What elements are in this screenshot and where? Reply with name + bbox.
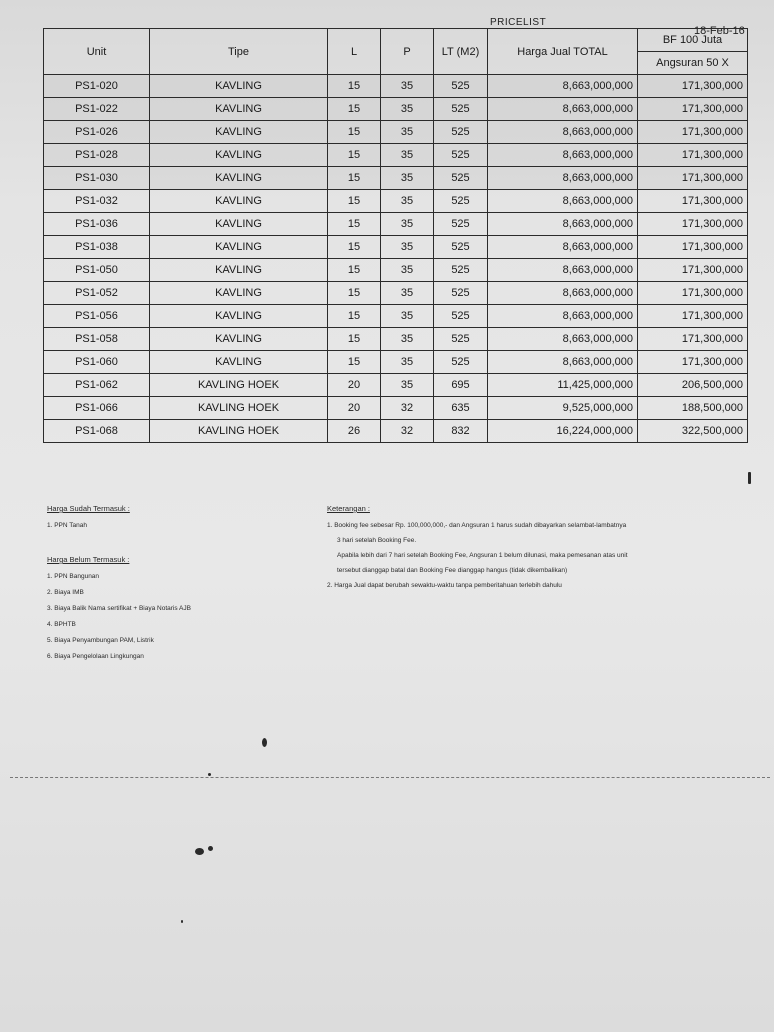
l-cell: 15	[328, 305, 381, 328]
harga-cell: 8,663,000,000	[488, 121, 638, 144]
harga-cell: 8,663,000,000	[488, 282, 638, 305]
unit-cell: PS1-022	[44, 98, 150, 121]
harga-cell: 8,663,000,000	[488, 236, 638, 259]
unit-cell: PS1-028	[44, 144, 150, 167]
p-cell: 35	[381, 305, 434, 328]
unit-cell: PS1-026	[44, 121, 150, 144]
table-row	[44, 190, 748, 213]
l-cell: 15	[328, 144, 381, 167]
angsuran-cell: 171,300,000	[638, 328, 748, 351]
harga-cell: 8,663,000,000	[488, 98, 638, 121]
table-row	[44, 259, 748, 282]
lt-cell: 525	[434, 75, 488, 98]
unit-cell: PS1-052	[44, 282, 150, 305]
angsuran-cell: 171,300,000	[638, 167, 748, 190]
l-cell: 15	[328, 328, 381, 351]
lt-cell: 525	[434, 213, 488, 236]
angsuran-cell: 171,300,000	[638, 190, 748, 213]
l-cell: 15	[328, 167, 381, 190]
table-row	[44, 144, 748, 167]
angsuran-cell: 171,300,000	[638, 144, 748, 167]
note-line: tersebut dianggap batal dan Booking Fee dianggap hangus (tidak dikembalikan)	[337, 567, 568, 574]
angsuran-cell: 171,300,000	[638, 213, 748, 236]
table-row	[44, 374, 748, 397]
tipe-cell: KAVLING	[150, 213, 328, 236]
tipe-cell: KAVLING	[150, 121, 328, 144]
harga-cell: 9,525,000,000	[488, 397, 638, 420]
unit-cell: PS1-060	[44, 351, 150, 374]
document-date: 18-Feb-16	[694, 25, 745, 37]
column-header-harga: Harga Jual TOTAL	[488, 29, 638, 75]
harga-cell: 11,425,000,000	[488, 374, 638, 397]
l-cell: 15	[328, 236, 381, 259]
tipe-cell: KAVLING	[150, 282, 328, 305]
table-row	[44, 420, 748, 443]
lt-cell: 695	[434, 374, 488, 397]
harga-cell: 8,663,000,000	[488, 144, 638, 167]
ink-speck	[262, 738, 267, 747]
p-cell: 35	[381, 75, 434, 98]
l-cell: 15	[328, 75, 381, 98]
table-row	[44, 236, 748, 259]
unit-cell: PS1-050	[44, 259, 150, 282]
angsuran-cell: 171,300,000	[638, 282, 748, 305]
harga-cell: 16,224,000,000	[488, 420, 638, 443]
angsuran-cell: 171,300,000	[638, 305, 748, 328]
table-row	[44, 75, 748, 98]
table-row	[44, 351, 748, 374]
tipe-cell: KAVLING HOEK	[150, 397, 328, 420]
table-row	[44, 167, 748, 190]
l-cell: 15	[328, 213, 381, 236]
unit-cell: PS1-066	[44, 397, 150, 420]
lt-cell: 525	[434, 351, 488, 374]
ink-speck	[748, 472, 751, 484]
lt-cell: 525	[434, 167, 488, 190]
angsuran-cell: 171,300,000	[638, 75, 748, 98]
p-cell: 35	[381, 98, 434, 121]
p-cell: 35	[381, 213, 434, 236]
price-included-section	[47, 504, 130, 538]
table-row	[44, 397, 748, 420]
column-header-p: P	[381, 29, 434, 75]
l-cell: 15	[328, 259, 381, 282]
lt-cell: 525	[434, 144, 488, 167]
ink-speck	[181, 920, 183, 923]
unit-cell: PS1-038	[44, 236, 150, 259]
lt-cell: 832	[434, 420, 488, 443]
excluded-item: 5. Biaya Penyambungan PAM, Listrik	[47, 637, 154, 644]
tipe-cell: KAVLING	[150, 144, 328, 167]
table-row	[44, 121, 748, 144]
notes-section	[327, 504, 747, 597]
p-cell: 35	[381, 374, 434, 397]
column-header-tipe: Tipe	[150, 29, 328, 75]
lt-cell: 525	[434, 190, 488, 213]
table-row	[44, 98, 748, 121]
angsuran-cell: 188,500,000	[638, 397, 748, 420]
l-cell: 20	[328, 397, 381, 420]
p-cell: 35	[381, 259, 434, 282]
angsuran-cell: 206,500,000	[638, 374, 748, 397]
p-cell: 32	[381, 420, 434, 443]
lt-cell: 525	[434, 305, 488, 328]
lt-cell: 525	[434, 259, 488, 282]
harga-cell: 8,663,000,000	[488, 351, 638, 374]
unit-cell: PS1-062	[44, 374, 150, 397]
excluded-item: 1. PPN Bangunan	[47, 573, 100, 580]
p-cell: 32	[381, 397, 434, 420]
harga-cell: 8,663,000,000	[488, 75, 638, 98]
p-cell: 35	[381, 167, 434, 190]
tipe-cell: KAVLING	[150, 98, 328, 121]
lt-cell: 635	[434, 397, 488, 420]
p-cell: 35	[381, 351, 434, 374]
unit-cell: PS1-068	[44, 420, 150, 443]
l-cell: 20	[328, 374, 381, 397]
lt-cell: 525	[434, 328, 488, 351]
tipe-cell: KAVLING	[150, 259, 328, 282]
lt-cell: 525	[434, 121, 488, 144]
ink-speck	[208, 773, 211, 776]
harga-cell: 8,663,000,000	[488, 213, 638, 236]
l-cell: 26	[328, 420, 381, 443]
p-cell: 35	[381, 282, 434, 305]
column-header-unit: Unit	[44, 29, 150, 75]
l-cell: 15	[328, 190, 381, 213]
table-row	[44, 213, 748, 236]
note-line: Apabila lebih dari 7 hari setelah Booking Fee, Angsuran 1 belum dilunasi, maka pemesanan atas unit	[337, 552, 628, 559]
unit-cell: PS1-036	[44, 213, 150, 236]
table-row	[44, 305, 748, 328]
excluded-item: 6. Biaya Pengelolaan Lingkungan	[47, 653, 144, 660]
price-table	[43, 28, 748, 443]
tipe-cell: KAVLING	[150, 167, 328, 190]
tipe-cell: KAVLING	[150, 351, 328, 374]
unit-cell: PS1-030	[44, 167, 150, 190]
unit-cell: PS1-020	[44, 75, 150, 98]
column-header-l: L	[328, 29, 381, 75]
p-cell: 35	[381, 328, 434, 351]
excluded-item: 4. BPHTB	[47, 621, 76, 628]
excluded-item: 3. Biaya Balik Nama sertifikat + Biaya Notaris AJB	[47, 605, 191, 612]
document-title: PRICELIST	[490, 17, 547, 28]
note-line: 2. Harga Jual dapat berubah sewaktu-waktu tanpa pemberitahuan terlebih dahulu	[327, 582, 562, 589]
harga-cell: 8,663,000,000	[488, 259, 638, 282]
l-cell: 15	[328, 351, 381, 374]
l-cell: 15	[328, 282, 381, 305]
harga-cell: 8,663,000,000	[488, 328, 638, 351]
harga-cell: 8,663,000,000	[488, 305, 638, 328]
note-line: 3 hari setelah Booking Fee.	[337, 537, 417, 544]
p-cell: 35	[381, 121, 434, 144]
harga-cell: 8,663,000,000	[488, 167, 638, 190]
column-header-angsuran: Angsuran 50 X	[638, 52, 748, 75]
column-header-lt: LT (M2)	[434, 29, 488, 75]
lt-cell: 525	[434, 236, 488, 259]
angsuran-cell: 171,300,000	[638, 98, 748, 121]
tipe-cell: KAVLING	[150, 75, 328, 98]
ink-speck	[195, 848, 204, 855]
note-line: 1. Booking fee sebesar Rp. 100,000,000,- dan Angsuran 1 harus sudah dibayarkan selambat-lambatnya	[327, 522, 627, 529]
lt-cell: 525	[434, 282, 488, 305]
column-header-booking-fee: BF 100 Juta	[638, 29, 748, 52]
tipe-cell: KAVLING	[150, 190, 328, 213]
p-cell: 35	[381, 190, 434, 213]
paper-fold-line	[10, 777, 770, 778]
ink-speck	[208, 846, 213, 851]
tipe-cell: KAVLING	[150, 305, 328, 328]
lt-cell: 525	[434, 98, 488, 121]
tipe-cell: KAVLING HOEK	[150, 420, 328, 443]
included-item: 1. PPN Tanah	[47, 522, 87, 529]
p-cell: 35	[381, 144, 434, 167]
unit-cell: PS1-056	[44, 305, 150, 328]
angsuran-cell: 322,500,000	[638, 420, 748, 443]
tipe-cell: KAVLING	[150, 236, 328, 259]
table-row	[44, 328, 748, 351]
unit-cell: PS1-032	[44, 190, 150, 213]
included-heading: Harga Sudah Termasuk :	[47, 504, 130, 513]
harga-cell: 8,663,000,000	[488, 190, 638, 213]
excluded-item: 2. Biaya IMB	[47, 589, 84, 596]
p-cell: 35	[381, 236, 434, 259]
excluded-heading: Harga Belum Termasuk :	[47, 555, 130, 564]
l-cell: 15	[328, 121, 381, 144]
angsuran-cell: 171,300,000	[638, 351, 748, 374]
notes-heading: Keterangan :	[327, 504, 370, 513]
unit-cell: PS1-058	[44, 328, 150, 351]
angsuran-cell: 171,300,000	[638, 236, 748, 259]
tipe-cell: KAVLING	[150, 328, 328, 351]
angsuran-cell: 171,300,000	[638, 121, 748, 144]
tipe-cell: KAVLING HOEK	[150, 374, 328, 397]
angsuran-cell: 171,300,000	[638, 259, 748, 282]
price-excluded-section	[47, 555, 191, 669]
l-cell: 15	[328, 98, 381, 121]
table-row	[44, 282, 748, 305]
